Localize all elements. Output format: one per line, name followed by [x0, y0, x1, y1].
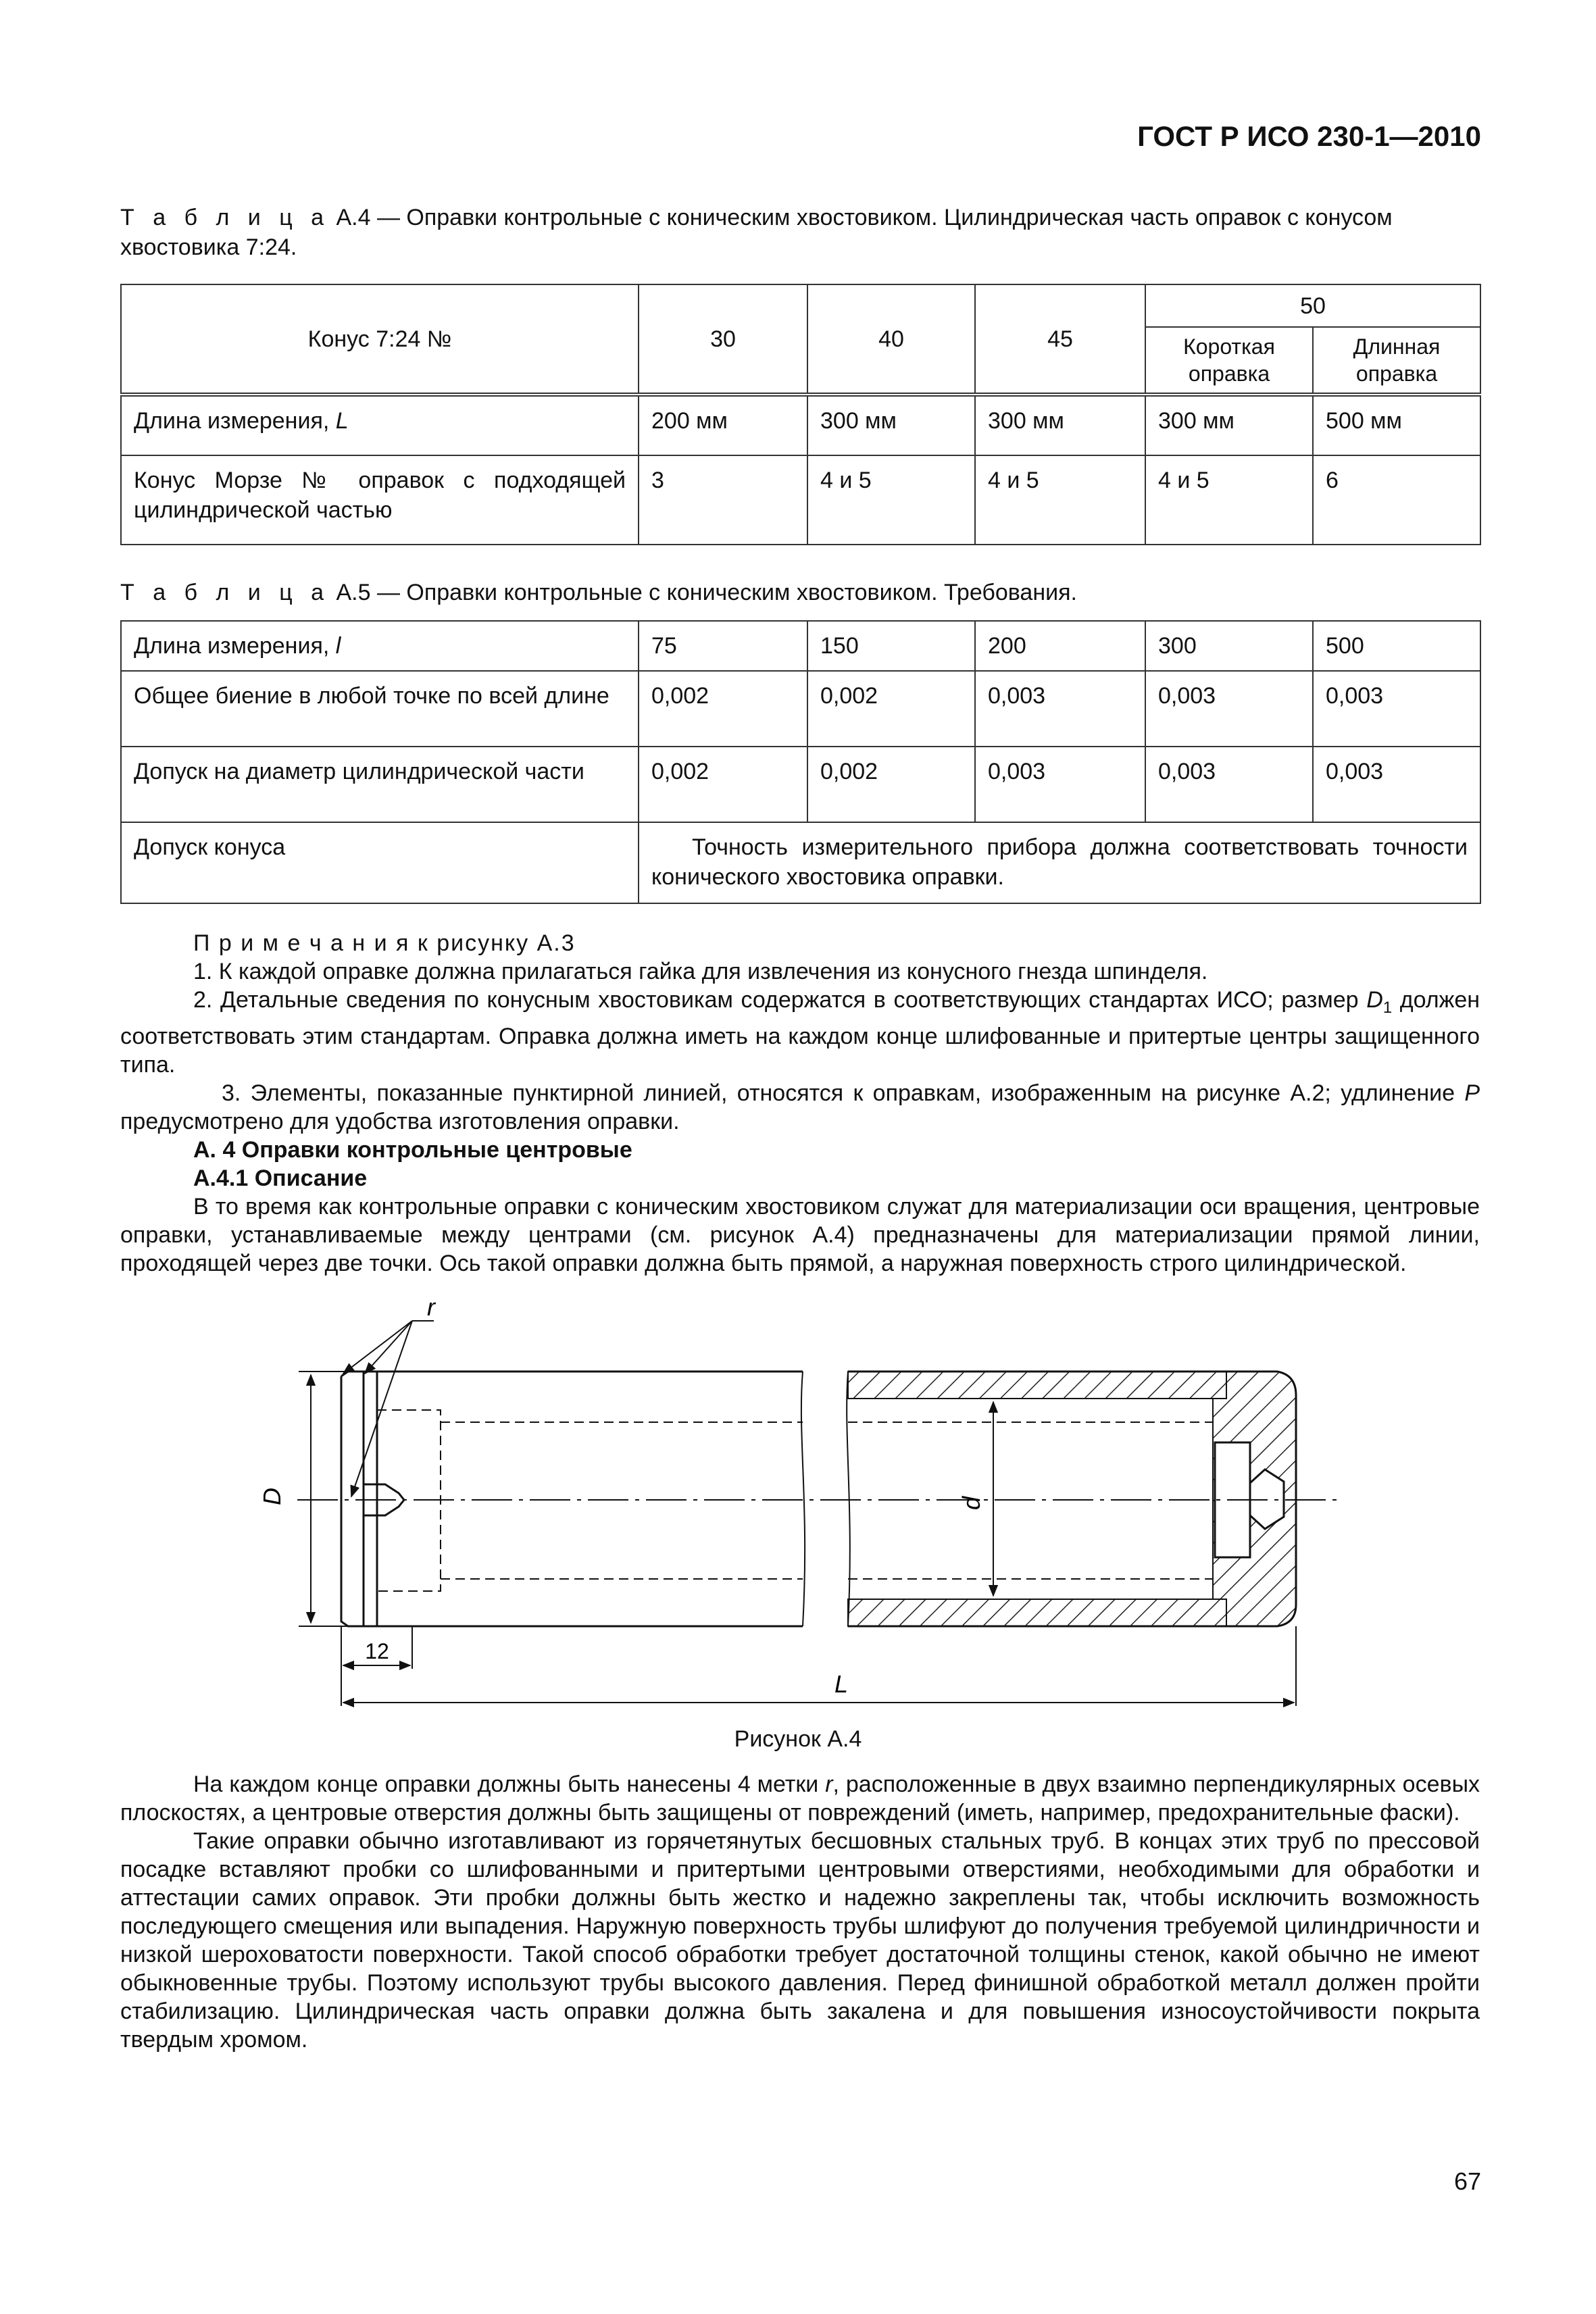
table-a4-row-label-text: Длина измерения,: [134, 408, 336, 434]
note-2-text-a: 2. Детальные сведения по конусным хвостовикам содержатся в соответствующих стандартах ИСО; размер: [193, 987, 1367, 1013]
table-a5-cell: 0,002: [807, 747, 975, 822]
table-a4-subcol-long: Длинная оправка: [1313, 327, 1480, 395]
table-a5-caption-prefix: Т а б л и ц а: [120, 580, 330, 605]
table-a4-caption-prefix: Т а б л и ц а: [120, 205, 330, 230]
notes-title: П р и м е ч а н и я к рисунку А.3: [193, 930, 576, 956]
notes-block: [120, 929, 1480, 1278]
table-a5-cell: 500: [1313, 621, 1480, 671]
table-a5-cell: 0,003: [975, 671, 1145, 747]
label-d: d: [957, 1496, 985, 1511]
table-a5-caption-text: А.5 — Оправки контрольные с коническим хвостовиком. Требования.: [330, 580, 1077, 605]
section-paragraph: В то время как контрольные оправки с коническим хвостовиком служат для материализации оси вращения, центровые оправки, устанавливаемые между центрами (см. рисунок А.4) предназначены для материализации прямой линии, проходящей через две точки. Ось такой оправки должна быть прямой, а наружная поверхность строго цилиндрической.: [120, 1193, 1480, 1276]
table-a5-cell: 75: [639, 621, 807, 671]
note-1: 1. К каждой оправке должна прилагаться гайка для извлечения из конусного гнезда шпинделя.: [193, 959, 1208, 984]
table-a4-row-label: [121, 395, 639, 455]
note-2-symbol: D: [1366, 987, 1383, 1013]
table-a4: [120, 284, 1481, 545]
table-a5-cell: 0,003: [1145, 671, 1313, 747]
table-a4-cell: 200 мм: [639, 395, 807, 455]
table-a5-row-label: Допуск конуса: [121, 822, 639, 903]
table-a4-cell: 500 мм: [1313, 395, 1480, 455]
note-3-text-a: 3. Элементы, показанные пунктирной линией, относятся к оправкам, изображенным на рисунке А.2; удлинение: [222, 1080, 1465, 1106]
table-a5-cell: 0,003: [1313, 671, 1480, 747]
tube-wall-top: [848, 1372, 1226, 1399]
table-a4-cell: 300 мм: [807, 395, 975, 455]
section-subheading: А.4.1 Описание: [193, 1165, 368, 1191]
table-a5-row-label: Общее биение в любой точке по всей длине: [121, 671, 639, 747]
table-a5-cell: 300: [1145, 621, 1313, 671]
after-figure-p1-b: , расположенные в двух взаимно перпендикулярных осевых плоскостях, а центровые отверстия должны быть защищены от повреждений (иметь, например, предохранительные фаски).: [120, 1771, 1480, 1826]
table-a4-caption: [120, 203, 1478, 262]
table-a4-header-label: Конус 7:24 №: [121, 284, 639, 395]
table-a5-cell: 150: [807, 621, 975, 671]
table-a5-row-label: [121, 621, 639, 671]
table-a4-col-45: 45: [975, 284, 1145, 395]
table-a5-cell: 0,002: [639, 747, 807, 822]
table-a5-cone-text: Точность измерительного прибора должна соответствовать точности конического хвостовика оправки.: [639, 822, 1480, 903]
table-a4-cell: 4 и 5: [807, 455, 975, 545]
table-a4-row-label: Конус Морзе № оправок с подходящей цилиндрической частью: [121, 455, 639, 545]
table-a4-cell: 300 мм: [975, 395, 1145, 455]
table-a4-col-50: 50: [1145, 284, 1480, 327]
table-a4-subcol-short: Короткая оправка: [1145, 327, 1313, 395]
after-figure-p1-a: На каждом конце оправки должны быть нанесены 4 метки: [193, 1771, 826, 1797]
table-a5-cell: 200: [975, 621, 1145, 671]
table-a5-row-label-symbol: l: [335, 633, 341, 659]
page-number: 67: [1453, 2167, 1481, 2195]
after-figure-block: [120, 1770, 1480, 2054]
note-3-symbol: P: [1464, 1080, 1480, 1106]
section-heading: А. 4 Оправки контрольные центровые: [193, 1136, 632, 1163]
tube-wall-bottom: [848, 1599, 1226, 1626]
after-figure-paragraph-2: Такие оправки обычно изготавливают из горячетянутых бесшовных стальных труб. В концах этих труб по прессовой посадке вставляют пробки со шлифованными и притертыми центровыми отверстиями, необходимыми для обработки и аттестации самих оправок. Эти пробки должны быть жестко и надежно закреплены так, чтобы исключить возможность последующего смещения или выпадения. Наружную поверхность трубы шлифуют до получения требуемой цилиндричности и низкой шероховатости поверхности. Такой способ обработки требует достаточной толщины стенок, какой обычно не имеют обыкновенные трубы. Поэтому используют трубы высокого давления. Перед финишной обработкой металл должен пройти стабилизацию. Цилиндрическая часть оправки должна быть закалена и для повышения износоустойчивости покрыта твердым хромом.: [120, 1828, 1480, 2053]
label-L: L: [834, 1670, 849, 1698]
table-a5-cell: 0,003: [1313, 747, 1480, 822]
table-a5-cell: 0,002: [807, 671, 975, 747]
standard-header: ГОСТ Р ИСО 230-1—2010: [1137, 120, 1481, 152]
table-a4-cell: 3: [639, 455, 807, 545]
table-a5-cell: 0,003: [1145, 747, 1313, 822]
table-a5-row-label-text: Длина измерения,: [134, 633, 336, 659]
figure-a4-drawing: [257, 1301, 1365, 1719]
table-a5-cell: 0,002: [639, 671, 807, 747]
table-a4-col-30: 30: [639, 284, 807, 395]
note-2-subscript: 1: [1382, 998, 1393, 1017]
after-figure-p1-symbol: r: [825, 1771, 833, 1797]
after-figure-paragraph-1: [120, 1770, 1480, 1827]
note-2: [120, 986, 1480, 1079]
note-2-text-b: должен соответствовать этим стандартам. Оправка должна иметь на каждом конце шлифованные и притертые центры защищенного типа.: [120, 987, 1480, 1078]
label-r: r: [427, 1301, 435, 1321]
mandrel-outline: [341, 1372, 1296, 1626]
figure-caption: Рисунок А.4: [734, 1726, 862, 1752]
table-a4-caption-text: А.4 — Оправки контрольные с коническим хвостовиком. Цилиндрическая часть оправок с конусом хвостовика 7:24.: [120, 205, 1393, 260]
table-a5-row-label: Допуск на диаметр цилиндрической части: [121, 747, 639, 822]
table-a4-row-label-symbol: L: [335, 408, 349, 434]
table-a4-cell: 4 и 5: [975, 455, 1145, 545]
table-a5-caption: [120, 578, 1478, 607]
table-a4-cell: 6: [1313, 455, 1480, 545]
table-a5: [120, 620, 1481, 904]
table-a4-cell: 4 и 5: [1145, 455, 1313, 545]
table-a5-cell: 0,003: [975, 747, 1145, 822]
label-D: D: [258, 1488, 286, 1505]
note-3-text-b: предусмотрено для удобства изготовления оправки.: [120, 1108, 680, 1134]
note-3: [120, 1079, 1480, 1136]
label-12: 12: [365, 1639, 389, 1663]
table-a4-col-40: 40: [807, 284, 975, 395]
table-a4-cell: 300 мм: [1145, 395, 1313, 455]
